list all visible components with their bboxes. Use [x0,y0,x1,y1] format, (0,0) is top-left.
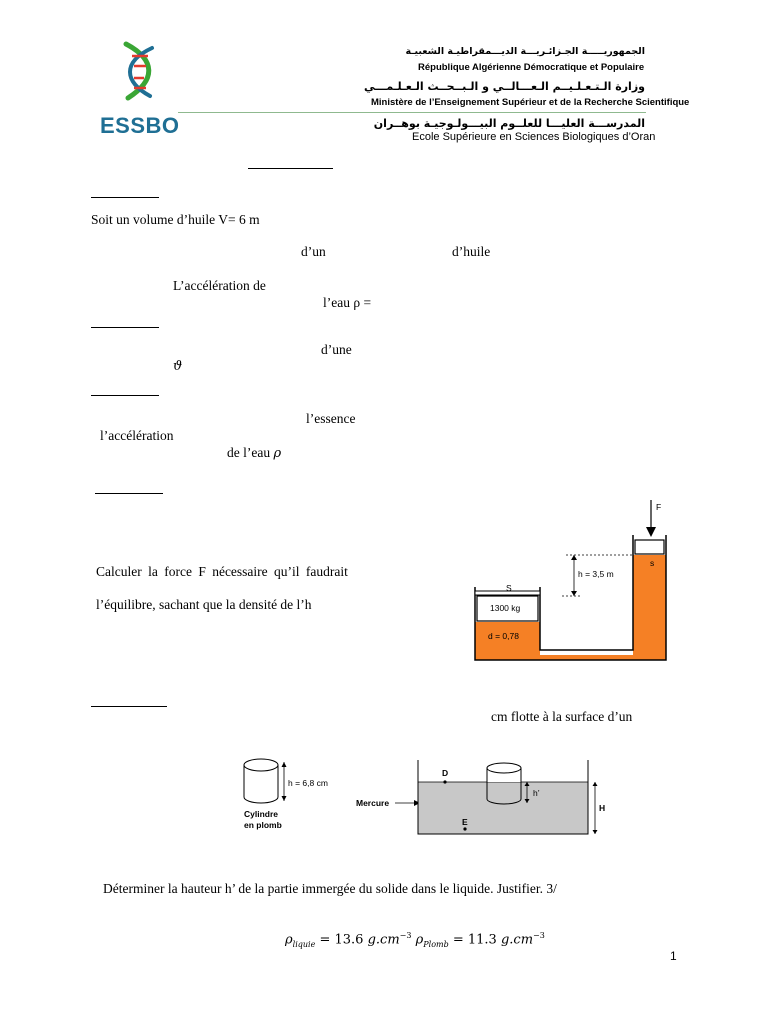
cylinder-figure [240,755,610,840]
rho-liquid-symbol: ρ [285,932,293,948]
rho-lead-value: = 11.3 [448,932,501,948]
rho-liquid-value: = 13.6 [315,932,368,948]
header-divider [178,112,646,113]
fig2-label-h: h = 6,8 cm [288,778,328,788]
fig1-label-s: s [650,558,655,568]
exercise3-underline [91,395,159,396]
fig2-label-cyl2: en plomb [244,820,282,830]
ex3-eau-text: de l’eau [227,445,271,460]
rho-liquid-sub: liquie [292,939,316,949]
fig1-label-F: F [656,502,662,512]
fig2-label-hp: h’ [533,788,540,798]
title-underline [248,168,333,169]
fig2-label-mercure: Mercure [356,798,390,808]
dna-logo-icon [112,40,172,115]
fig1-label-S: S [506,583,512,593]
force-arrow-icon [646,527,656,537]
ex1-accel: L’accélération de [173,278,266,293]
fig2-label-cyl1: Cylindre [244,809,279,819]
fig1-label-mass: 1300 kg [490,603,521,613]
exercise5-underline [91,706,167,707]
ex2-dune: d’une [321,342,352,357]
rho-lead-unit-exp: −3 [533,931,545,940]
rho-lead-unit: g.cm [500,932,534,948]
header [0,0,768,150]
rho-liquid-unit-exp: −3 [399,931,412,940]
header-fr-line2: Ministère de l’Enseignement Supérieur et de la Recherche Scientifique [371,97,690,108]
rho-liquid-unit: g.cm [367,932,400,948]
ex5-question: Déterminer la hauteur h’ de la partie immergée du solide dans le liquide. Justifier. 3/ [103,881,557,896]
exercise2-underline [91,327,159,328]
mercury-liquid [418,782,588,834]
header-ar-line2: وزارة الـتـعـلـيــم الـعـــالــي و الـبــحــث الـعـلـمـــي [364,80,645,93]
ex3-essence: l’essence [306,411,356,426]
point-D [443,780,446,783]
point-E [463,827,466,830]
header-ar-line3: المدرســـة العليـــا للعلــوم البيـــولـوجيـة بوهــران [373,117,645,130]
ex1-dhuile: d’huile [452,244,491,259]
exercise1-underline [91,197,159,198]
right-piston [635,540,664,554]
page-number: 1 [670,949,677,963]
header-fr-line1: République Algérienne Démocratique et Populaire [418,62,645,73]
rho-lead-symbol: ρ [415,932,424,948]
ex3-accel: l’accélération [100,428,174,443]
logo-text: ESSBO [100,113,180,138]
fig2-label-H: H [599,803,606,813]
ex3-eau [227,446,281,460]
ex1-dun: d’un [301,244,326,259]
header-fr-line3: Ecole Supérieure en Sciences Biologiques d’Oran [412,131,656,143]
ex3-rho: ρ [273,446,282,461]
header-ar-line1: الجمهوريـــــة الجـزائـريـــة الديـــمقراطيـة الشعبيـة [405,46,645,57]
ex4-line1: Calculer la force F nécessaire qu’il faudrait [96,564,348,579]
densities-formula [285,931,545,949]
fig1-label-d: d = 0,78 [488,631,519,641]
ex4-line2: l’équilibre, sachant que la densité de l’h [96,597,312,612]
ex1-line1: Soit un volume d’huile V= 6 m [91,212,260,227]
fig2-label-D: D [442,768,449,778]
ex5-line1: cm flotte à la surface d’un [491,709,633,724]
ex2-theta: ϑ [173,359,183,374]
fig2-label-E: E [462,817,468,827]
fig1-label-h: h = 3,5 m [578,569,614,579]
rho-lead-sub: Plomb [423,939,449,949]
ex1-eau: l’eau ρ = [323,295,372,310]
exercise4-underline [95,493,163,494]
